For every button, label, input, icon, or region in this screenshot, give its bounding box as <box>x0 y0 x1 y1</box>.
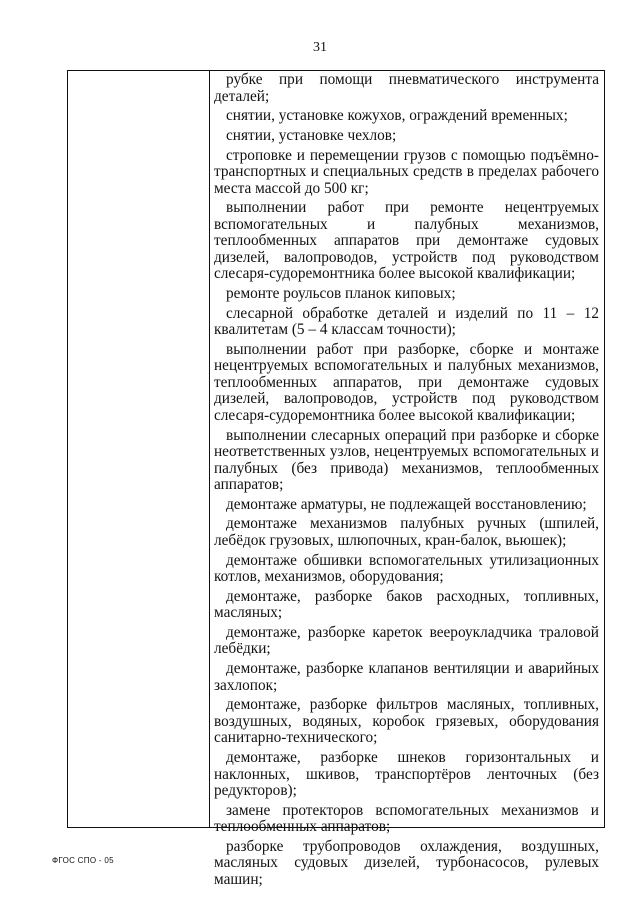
list-item: выполнении работ при разборке, сборке и монтаже нецентруемых вспомогательных и палубных механизмов, теплообменных аппаратов, при демонтаже судовых дизелей, валопроводов, устройств под руководством слесаря-судоремонтника более высокой квалификации; <box>214 340 599 424</box>
list-item: демонтаже арматуры, не подлежащей восстановлению; <box>226 495 587 513</box>
list-item: демонтаже, разборке клапанов вентиляции и аварийных захлопок; <box>214 660 599 694</box>
list-item: снятии, установке кожухов, ограждений временных; <box>226 107 568 125</box>
list-item: рубке при помощи пневматического инструмента деталей; <box>214 71 599 105</box>
list-item: демонтаже обшивки вспомогательных утилизационных котлов, механизмов, оборудования; <box>214 551 599 586</box>
list-item: демонтаже механизмов палубных ручных (шпилей, лебёдок грузовых, шлюпочных, кран-балок, вьюшек); <box>214 515 599 549</box>
list-item: демонтаже, разборке баков расходных, топливных, масляных; <box>214 587 599 622</box>
document-code: ФГОС СПО - 05 <box>52 856 114 865</box>
list-item: замене протекторов вспомогательных механизмов и теплообменных аппаратов; <box>214 801 599 836</box>
list-item: выполнении работ при ремонте нецентруемых вспомогательных и палубных механизмов, теплообменных аппаратов при демонтаже судовых дизелей, валопроводов, устройств под руководством слесаря-судоремонтника более высокой квалификации; <box>214 199 599 283</box>
table-right-cell <box>214 71 599 888</box>
page-number: 31 <box>313 40 327 55</box>
column-divider <box>209 71 210 827</box>
list-item: разборке трубопроводов охлаждения, воздушных, масляных судовых дизелей, турбонасосов, рулевых машин; <box>214 837 599 888</box>
list-item: демонтаже, разборке шнеков горизонтальных и наклонных, шкивов, транспортёров ленточных (без редукторов); <box>214 749 599 799</box>
list-item: выполнении слесарных операций при разборке и сборке неответственных узлов, нецентруемых вспомогательных и палубных (без привода) механизмов, теплообменных аппаратов; <box>214 426 599 493</box>
list-item: ремонте роульсов планок киповых; <box>226 284 456 302</box>
list-item: строповке и перемещении грузов с помощью подъёмно-транспортных и специальных средств в пределах рабочего места массой до 500 кг; <box>214 146 599 197</box>
list-item: снятии, установке чехлов; <box>226 126 397 144</box>
list-item: слесарной обработке деталей и изделий по 11 – 12 квалитетам (5 – 4 классам точности); <box>214 304 599 339</box>
list-item: демонтаже, разборке кареток веероукладчика траловой лебёдки; <box>214 623 599 658</box>
list-item: демонтаже, разборке фильтров масляных, топливных, воздушных, водяных, коробок грязевых, оборудования санитарно-технического; <box>214 696 599 747</box>
